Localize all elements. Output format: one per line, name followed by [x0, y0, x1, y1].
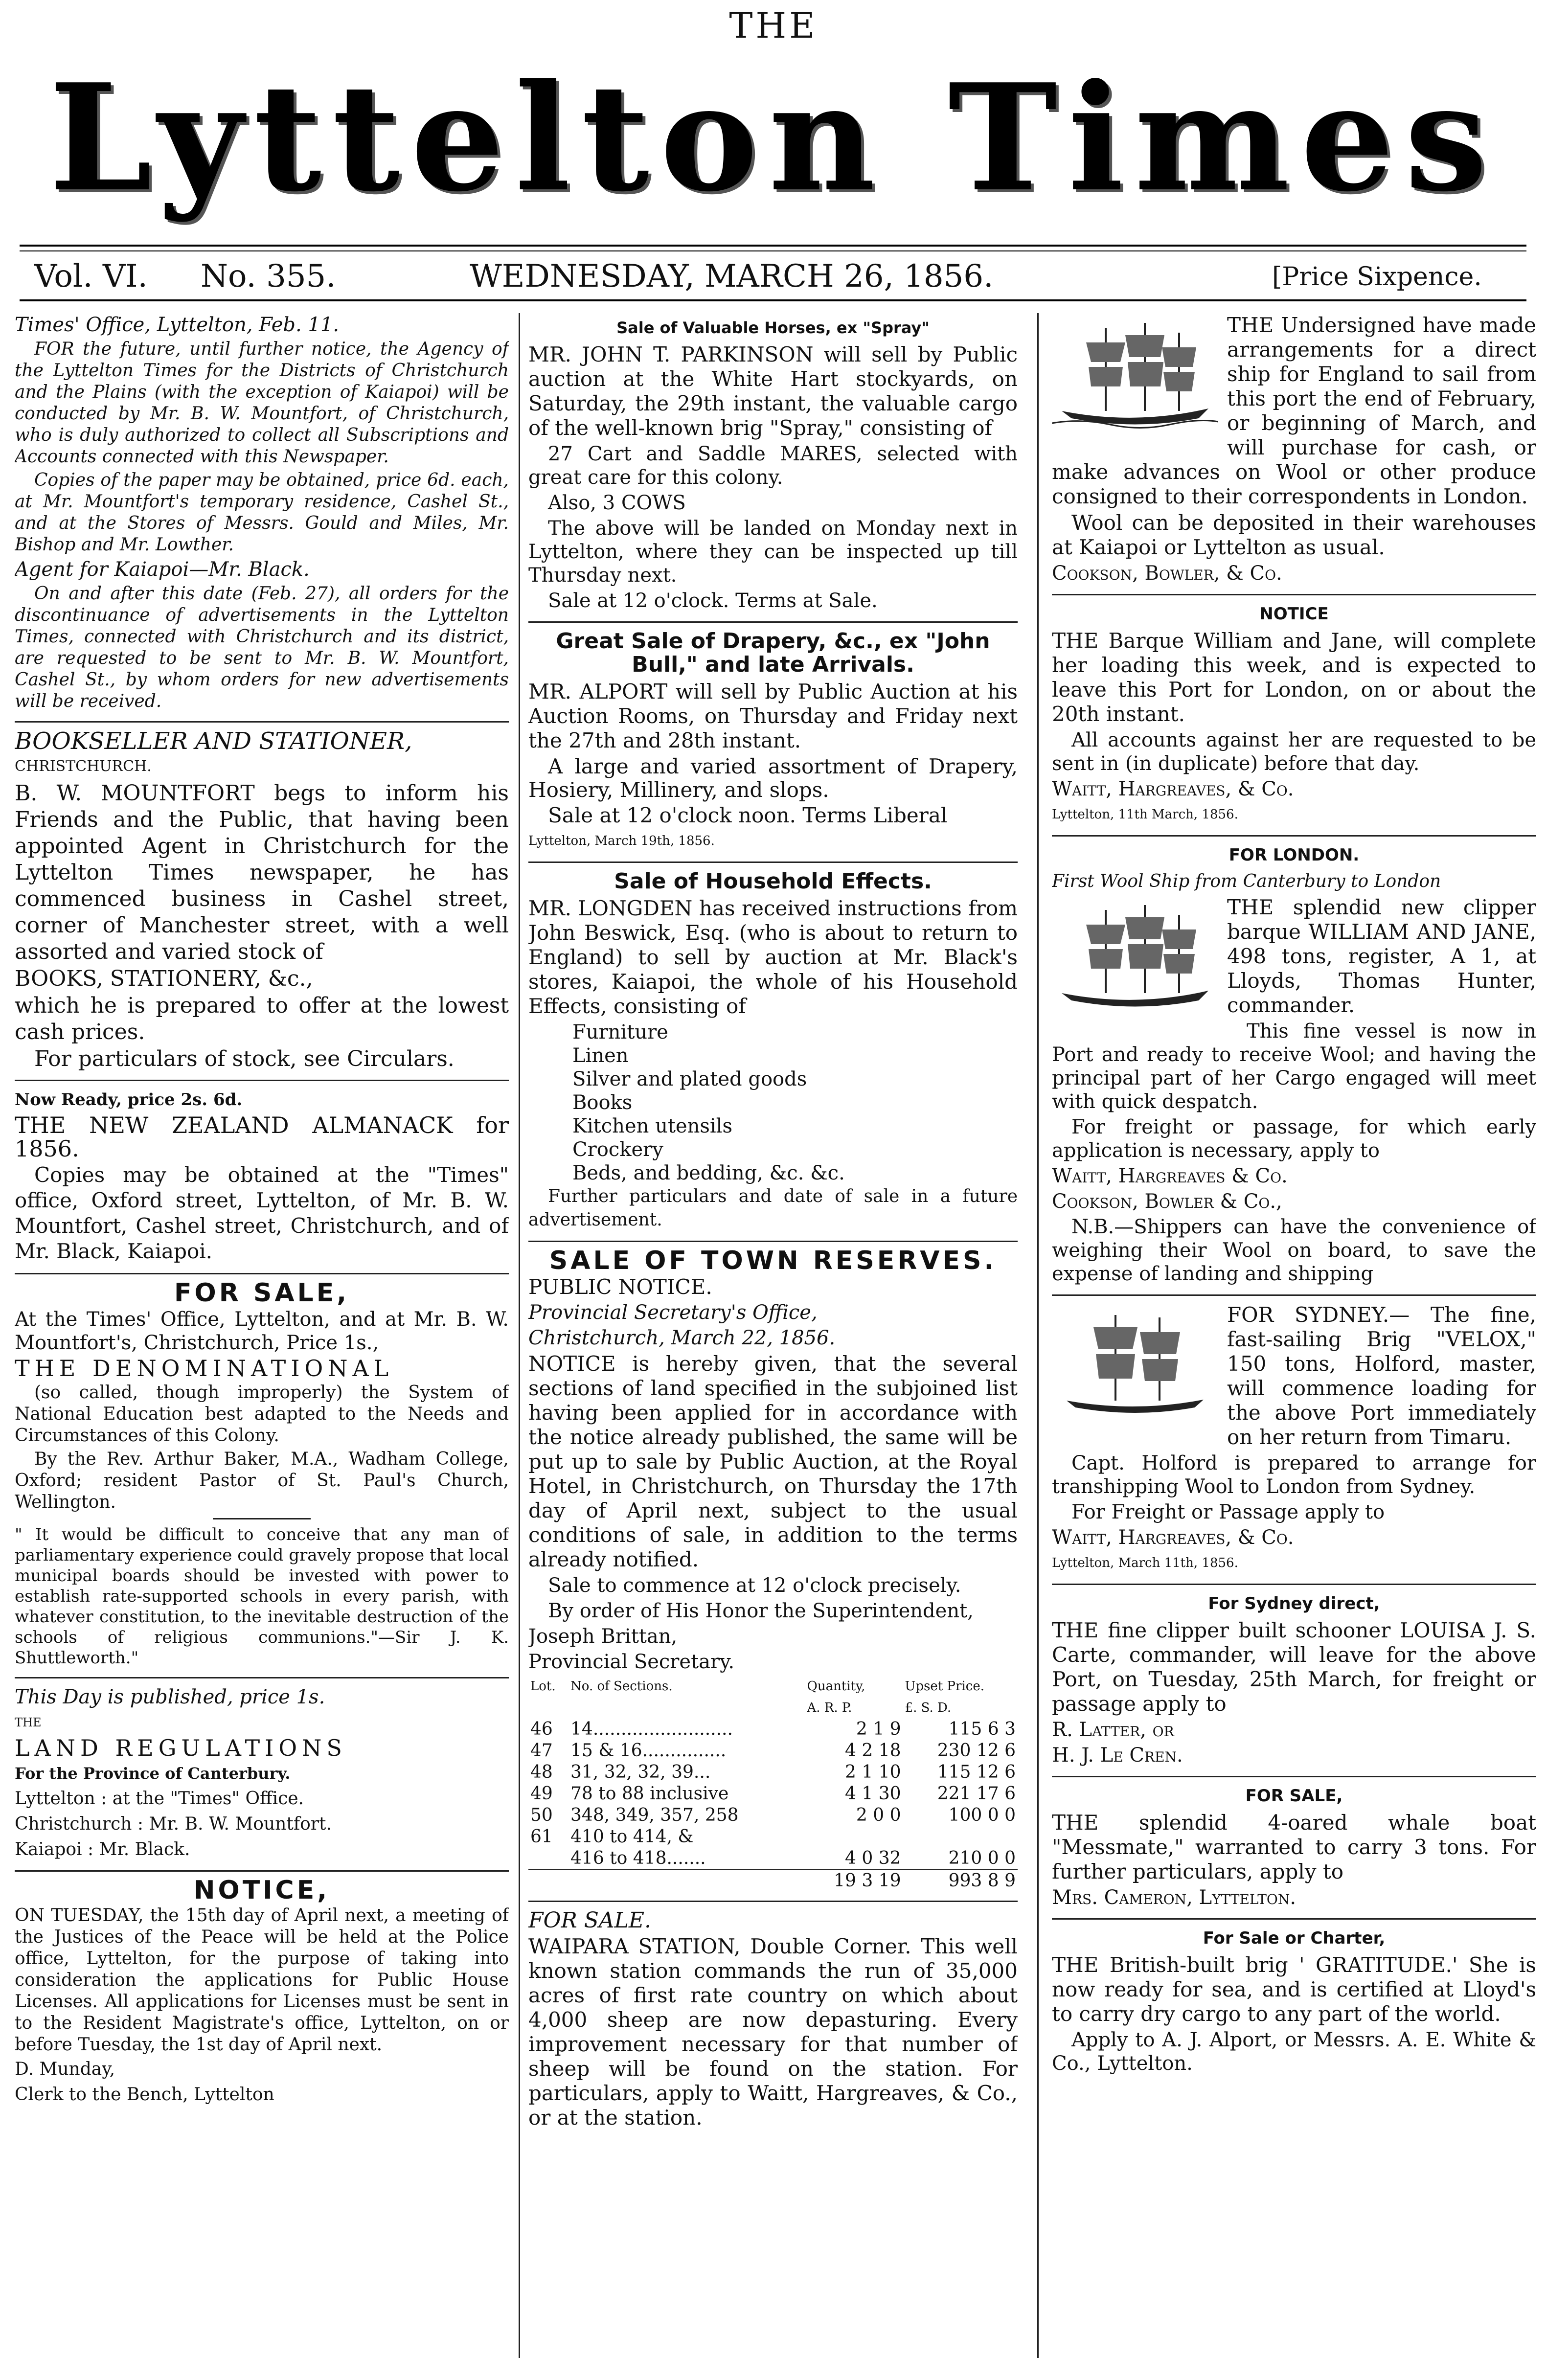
table-cell: 115 6 3 [948, 1719, 1016, 1739]
divider [15, 1080, 509, 1081]
table-cell: 50 [530, 1805, 553, 1825]
bookseller-items: BOOKS, STATIONERY, &c., [15, 966, 313, 991]
london-sig-1: Waitt, Hargreaves & Co. [1052, 1165, 1288, 1187]
divider [15, 1273, 509, 1274]
table-unit: £. S. D. [905, 1700, 952, 1715]
table-cell: 4 2 18 [845, 1741, 901, 1761]
table-cell: 48 [530, 1762, 553, 1782]
column-rule-1 [519, 313, 520, 2358]
agency-dateline: Times' Office, Lyttelton, Feb. 11. [15, 314, 340, 336]
reserves-text: NOTICE is hereby given, that the several sections of land specified in the subjoined list having been applied for in accordance with the notice already published, the same will be put up to sale by Public Auction, at the Royal Hotel, in Christchurch, on Thursday the 17th day of April next, subject to the usual conditions of sale, in addition to the terms already notified. [528, 1352, 1018, 1571]
table-row [528, 1805, 1018, 1826]
drapery-terms: Sale at 12 o'clock noon. Terms Liberal [548, 803, 948, 827]
london-heading: FOR LONDON. [1228, 845, 1360, 865]
horses-mares: 27 Cart and Saddle MARES, selected with great care for this colony. [528, 443, 1018, 489]
boat-heading: FOR SALE, [1245, 1786, 1343, 1806]
gratitude-text: THE British-built brig ' GRATITUDE.' She is now ready for sea, and is certified at Lloyd's to carry dry cargo to any part of the world. [1052, 1953, 1536, 2026]
reserves-order: By order of His Honor the Superintendent, [548, 1600, 974, 1622]
ad-horses [528, 316, 1018, 612]
table-cell: 210 0 0 [948, 1848, 1016, 1868]
table-row [528, 1719, 1018, 1740]
divider [15, 1677, 509, 1678]
almanack-price: Now Ready, price 2s. 6d. [15, 1090, 243, 1110]
table-cell: 14......................... [570, 1719, 733, 1739]
ad-waipara [528, 1909, 1018, 2130]
issue-date: WEDNESDAY, MARCH 26, 1856. [470, 258, 994, 295]
table-header: Lot. [530, 1679, 556, 1694]
ad-land-regulations [15, 1685, 509, 1861]
landregs-title: LAND REGULATIONS [15, 1735, 347, 1761]
total-price: 993 8 9 [948, 1871, 1016, 1891]
table-unit: A. R. P. [807, 1700, 852, 1715]
ad-barque-notice [1052, 602, 1536, 826]
drapery-date: Lyttelton, March 19th, 1856. [528, 834, 715, 848]
drapery-assortment: A large and varied assortment of Drapery, Hosiery, Millinery, and slops. [528, 754, 1018, 802]
agency-copies: Copies of the paper may be obtained, price 6d. each, at Mr. Mountfort's temporary residence, Cashel St., and at the Stores of Messrs. Gould and Miles, Mr. Bishop and Mr. Lowther. [15, 470, 509, 555]
ad-louisa [1052, 1592, 1536, 1767]
sydney-date: Lyttelton, March 11th, 1856. [1052, 1556, 1238, 1570]
sydney-text: FOR SYDNEY.— The fine, fast-sailing Brig "VELOX," 150 tons, Holford, master, will commence loading for the above Port immediately on her return from Timaru. [1227, 1303, 1536, 1449]
ship-icon [1052, 895, 1218, 1018]
divider [1052, 1776, 1536, 1777]
column-2 [528, 313, 1018, 2368]
divider [1052, 1584, 1536, 1585]
sydney-tranship: Capt. Holford is prepared to arrange for transhipping Wool to London from Sydney. [1052, 1452, 1536, 1498]
table-header: Upset Price. [905, 1679, 984, 1694]
household-further: Further particulars and date of sale in a future advertisement. [528, 1186, 1018, 1230]
sydney-apply: For Freight or Passage apply to [1071, 1501, 1385, 1523]
masthead-title: Lyttelton Times [48, 51, 1499, 224]
landregs-lyttelton: Lyttelton : at the "Times" Office. [15, 1789, 304, 1809]
louisa-heading: For Sydney direct, [1208, 1594, 1380, 1613]
table-cell: 15 & 16............... [570, 1741, 727, 1761]
louisa-sig-2: H. J. Le Cren. [1052, 1744, 1183, 1767]
louisa-text: THE fine clipper built schooner LOUISA J. S. Carte, commander, will leave for the above Port, on Tuesday, 25th March, for freight or passage apply to [1052, 1618, 1536, 1716]
sydney-sig: Waitt, Hargreaves, & Co. [1052, 1526, 1294, 1549]
price: [Price Sixpence. [1272, 262, 1482, 292]
table-row [528, 1762, 1018, 1783]
household-items [572, 1020, 1018, 1185]
column-1 [15, 313, 509, 2368]
masthead-rule-bottom [20, 299, 1526, 301]
household-heading: Sale of Household Effects. [614, 869, 932, 894]
ad-denominational [15, 1278, 509, 1668]
boat-sig: Mrs. Cameron, Lyttelton. [1052, 1886, 1297, 1909]
list-item: Crockery [572, 1138, 663, 1161]
list-item: Beds, and bedding, &c. &c. [572, 1162, 845, 1184]
masthead-rule-top [20, 245, 1526, 247]
forsale-where: At the Times' Office, Lyttelton, and at Mr. B. W. Mountfort's, Christchurch, Price 1s., [15, 1308, 509, 1354]
list-item: Linen [572, 1044, 629, 1067]
london-nb: N.B.—Shippers can have the convenience of weighing their Wool on board, to save the expense of landing and shipping [1052, 1216, 1536, 1285]
table-cell: 47 [530, 1741, 553, 1761]
horses-cows: Also, 3 COWS [548, 492, 686, 514]
ad-gratitude [1052, 1927, 1536, 2075]
table-cell: 31, 32, 32, 39... [570, 1762, 711, 1782]
ad-almanack [15, 1088, 509, 1264]
table-row [528, 1826, 1018, 1848]
agency-orders: On and after this date (Feb. 27), all orders for the discontinuance of advertisements in the Lyttelton Times, connected with Christchurch and its district, are requested to be sent to Mr. B. W. Mountfort, Cashel St., by whom orders for new advertisements will be received. [15, 584, 509, 711]
horses-terms: Sale at 12 o'clock. Terms at Sale. [548, 589, 878, 612]
bookseller-text: B. W. MOUNTFORT begs to inform his Friends and the Public, that having been appointed Agent in Christchurch for the Lyttelton Times newspaper, he has commenced business in Cashel street, corner of Manchester street, with a well assorted and varied stock of [15, 781, 509, 964]
denominational-author: By the Rev. Arthur Baker, M.A., Wadham College, Oxford; resident Pastor of St. Paul's Church, Wellington. [15, 1449, 509, 1512]
notice-sig-name: D. Munday, [15, 2059, 115, 2079]
gratitude-apply: Apply to A. J. Alport, or Messrs. A. E. White & Co., Lyttelton. [1052, 2029, 1536, 2075]
dateline [20, 258, 1526, 300]
bookseller-heading: BOOKSELLER AND STATIONER, [15, 727, 412, 755]
bookseller-circulars: For particulars of stock, see Circulars. [34, 1046, 455, 1071]
agency-text: FOR the future, until further notice, the Agency of the Lyttelton Times for the Districts of Christchurch and the Plains (with the exception of Kaiapoi) will be conducted by Mr. B. W. Mountfort, of Christchurch, who is duly authorized to collect all Subscriptions and Accounts connected with this Newspaper. [15, 339, 509, 467]
table-cell: 49 [530, 1784, 553, 1804]
landregs-province: For the Province of Canterbury. [15, 1764, 291, 1783]
ad-justices-notice [15, 1876, 509, 2107]
table-cell: 100 0 0 [948, 1805, 1016, 1825]
table-total-row [528, 1870, 1018, 1892]
reserves-table [528, 1676, 1018, 1892]
ad-town-reserves [528, 1246, 1018, 1892]
landregs-the: THE [15, 1716, 42, 1729]
table-cell: 2 1 10 [845, 1762, 901, 1782]
list-item: Kitchen utensils [572, 1115, 732, 1137]
table-cell: 416 to 418....... [570, 1848, 706, 1868]
waipara-text: WAIPARA STATION, Double Corner. This well known station commands the run of 35,000 acres of first rate country on which about 4,000 sheep are now depasturing. Every improvement necessary for that number of sheep will be found on the station. For particulars, apply to Waitt, Hargreaves, & Co., or at the station. [528, 1934, 1018, 2130]
notice-text: ON TUESDAY, the 15th day of April next, a meeting of the Justices of the Peace will be held at the Police office, Lyttelton, for the purpose of taking into consideration the applications for Public House Licenses. All applications for Licenses must be sent in to the Resident Magistrate's office, Lyttelton, on or before Tuesday, the 1st day of April next. [15, 1905, 509, 2055]
table-cell: 115 12 6 [937, 1762, 1016, 1782]
table-row [528, 1848, 1018, 1870]
gratitude-heading: For Sale or Charter, [1203, 1928, 1386, 1948]
issue-number: No. 355. [201, 258, 336, 295]
london-sig-2: Cookson, Bowler & Co., [1052, 1190, 1282, 1213]
table-cell: 4 1 30 [845, 1784, 901, 1804]
reserves-commence: Sale to commence at 12 o'clock precisely. [548, 1574, 961, 1597]
ad-agency [15, 313, 509, 712]
london-apply: For freight or passage, for which early application is necessary, apply to [1052, 1116, 1536, 1162]
ship-icon [1052, 313, 1218, 435]
divider [528, 621, 1018, 623]
masthead-rule-top-thin [20, 250, 1526, 251]
list-item: Furniture [572, 1021, 668, 1043]
ad-for-sydney [1052, 1303, 1536, 1575]
short-divider [213, 1518, 311, 1519]
divider [1052, 1918, 1536, 1920]
table-header-row [528, 1676, 1018, 1697]
column-rule-2 [1037, 313, 1039, 2358]
london-text: THE splendid new clipper barque WILLIAM AND JANE, 498 tons, register, A 1, at Lloyds, Thomas Hunter, commander. [1227, 895, 1536, 1017]
barque-heading: NOTICE [1259, 604, 1329, 624]
list-item: Silver and plated goods [572, 1068, 807, 1090]
table-unit [528, 1697, 569, 1719]
horses-landing: The above will be landed on Monday next in Lyttelton, where they can be inspected up till Thursday next. [528, 517, 1018, 587]
london-vessel: This fine vessel is now in Port and ready to receive Wool; and having the principal part of her Cargo engaged will meet with quick despatch. [1052, 1020, 1536, 1113]
table-cell [903, 1826, 1018, 1848]
table-unit [569, 1697, 805, 1719]
table-units-row [528, 1697, 1018, 1719]
london-sub: First Wool Ship from Canterbury to London [1052, 871, 1441, 891]
column-3 [1052, 313, 1536, 2368]
total-quantity: 19 3 19 [834, 1871, 901, 1891]
ad-drapery [528, 630, 1018, 853]
divider [528, 1901, 1018, 1902]
landregs-kaiapoi: Kaiapoi : Mr. Black. [15, 1839, 190, 1859]
divider [15, 721, 509, 723]
ad-bookseller [15, 729, 509, 1071]
ad-whale-boat [1052, 1784, 1536, 1909]
drapery-heading: Great Sale of Drapery, &c., ex "John Bull," and late Arrivals. [556, 629, 990, 677]
bookseller-prices: which he is prepared to offer at the lowest cash prices. [15, 993, 509, 1044]
denominational-text: (so called, though improperly) the System of National Education best adapted to the Needs and Circumstances of this Colony. [15, 1383, 509, 1446]
table-cell: 78 to 88 inclusive [570, 1784, 729, 1804]
ship-icon [1052, 1303, 1218, 1425]
table-header: Quantity, [807, 1679, 865, 1694]
table-cell: 410 to 414, & [570, 1827, 694, 1847]
masthead-the: THE [729, 5, 818, 46]
divider [1052, 1294, 1536, 1296]
reserves-office: Provincial Secretary's Office, [528, 1301, 818, 1324]
landregs-christchurch: Christchurch : Mr. B. W. Mountfort. [15, 1814, 332, 1834]
divider [528, 861, 1018, 863]
notice-sig-title: Clerk to the Bench, Lyttelton [15, 2085, 274, 2105]
table-cell [528, 1848, 569, 1870]
waipara-heading: FOR SALE. [528, 1908, 651, 1933]
barque-text: THE Barque William and Jane, will complete her loading this week, and is expected to leave this Port for London, on or about the 20th instant. [1052, 629, 1536, 726]
reserves-office-date: Christchurch, March 22, 1856. [528, 1327, 836, 1349]
barque-sig: Waitt, Hargreaves, & Co. [1052, 778, 1294, 800]
table-cell: 2 0 0 [856, 1805, 901, 1825]
drapery-text: MR. ALPORT will sell by Public Auction at his Auction Rooms, on Thursday and Friday next the 27th and 28th instant. [528, 680, 1018, 752]
table-cell: 61 [530, 1827, 553, 1847]
list-item: Books [572, 1091, 633, 1114]
table-cell: 4 0 32 [845, 1848, 901, 1868]
forsale-heading: FOR SALE, [174, 1278, 349, 1308]
almanack-text: Copies may be obtained at the "Times" office, Oxford street, Lyttelton, of Mr. B. W. Mountfort, Cashel street, Christchurch, and of Mr. Black, Kaiapoi. [15, 1163, 509, 1263]
barque-date: Lyttelton, 11th March, 1856. [1052, 807, 1238, 822]
table-row [528, 1783, 1018, 1805]
ad-for-london [1052, 843, 1536, 1286]
volume-number: Vol. VI. [34, 258, 148, 295]
table-header: No. of Sections. [570, 1679, 673, 1694]
table-cell: 46 [530, 1719, 553, 1739]
undersigned-text: THE Undersigned have made arrangements for a direct ship for England to sail from this port the end of February, or beginning of March, and will purchase for cash, or make advances on Wool or other produce consigned to their correspondents in London. [1052, 313, 1536, 508]
table-cell: 348, 349, 357, 258 [570, 1805, 739, 1825]
table-cell: 230 12 6 [937, 1741, 1016, 1761]
divider [15, 1870, 509, 1872]
divider [1052, 594, 1536, 595]
boat-text: THE splendid 4-oared whale boat "Messmate," warranted to carry 3 tons. For further particulars, apply to [1052, 1811, 1536, 1883]
horses-heading: Sale of Valuable Horses, ex "Spray" [616, 318, 930, 337]
table-cell [805, 1826, 903, 1848]
table-cell: 2 1 9 [856, 1719, 901, 1739]
household-text: MR. LONGDEN has received instructions from John Beswick, Esq. (who is about to return to England) to sell by auction at Mr. Black's stores, Kaiapoi, the whole of his Household Effects, consisting of [528, 896, 1018, 1018]
divider [528, 1241, 1018, 1242]
almanack-title: THE NEW ZEALAND ALMANACK for 1856. [15, 1112, 509, 1162]
louisa-sig-1: R. Latter, or [1052, 1719, 1174, 1741]
horses-text: MR. JOHN T. PARKINSON will sell by Public auction at the White Hart stockyards, on Saturday, the 29th instant, the valuable cargo of the well-known brig "Spray," consisting of [528, 342, 1018, 440]
undersigned-wool: Wool can be deposited in their warehouses at Kaiapoi or Lyttelton as usual. [1052, 511, 1536, 559]
ad-undersigned [1052, 313, 1536, 585]
bookseller-place: CHRISTCHURCH. [15, 758, 152, 775]
barque-accounts: All accounts against her are requested to be sent in (in duplicate) before that day. [1052, 729, 1536, 775]
landregs-published: This Day is published, price 1s. [15, 1686, 325, 1708]
notice-heading: NOTICE, [194, 1876, 330, 1905]
reserves-sig-name: Joseph Brittan, [528, 1625, 678, 1648]
agency-kaiapoi: Agent for Kaiapoi—Mr. Black. [15, 558, 310, 581]
reserves-public-notice: PUBLIC NOTICE. [528, 1275, 712, 1299]
reserves-sig-title: Provincial Secretary. [528, 1651, 735, 1673]
reserves-heading: SALE OF TOWN RESERVES. [549, 1246, 997, 1275]
denominational-quote: " It would be difficult to conceive that any man of parliamentary experience could gravely propose that local municipal boards should be invested with power to establish rate-supported schools in every parish, with whatever constitution, to the inevitable destruction of the schools of religious communions."—Sir J. K. Shuttleworth." [15, 1525, 509, 1668]
undersigned-sig: Cookson, Bowler, & Co. [1052, 562, 1282, 585]
table-cell: 221 17 6 [937, 1784, 1016, 1804]
denominational-title: THE DENOMINATIONAL [15, 1355, 394, 1382]
ad-household [528, 870, 1018, 1232]
divider [1052, 835, 1536, 837]
table-row [528, 1740, 1018, 1762]
